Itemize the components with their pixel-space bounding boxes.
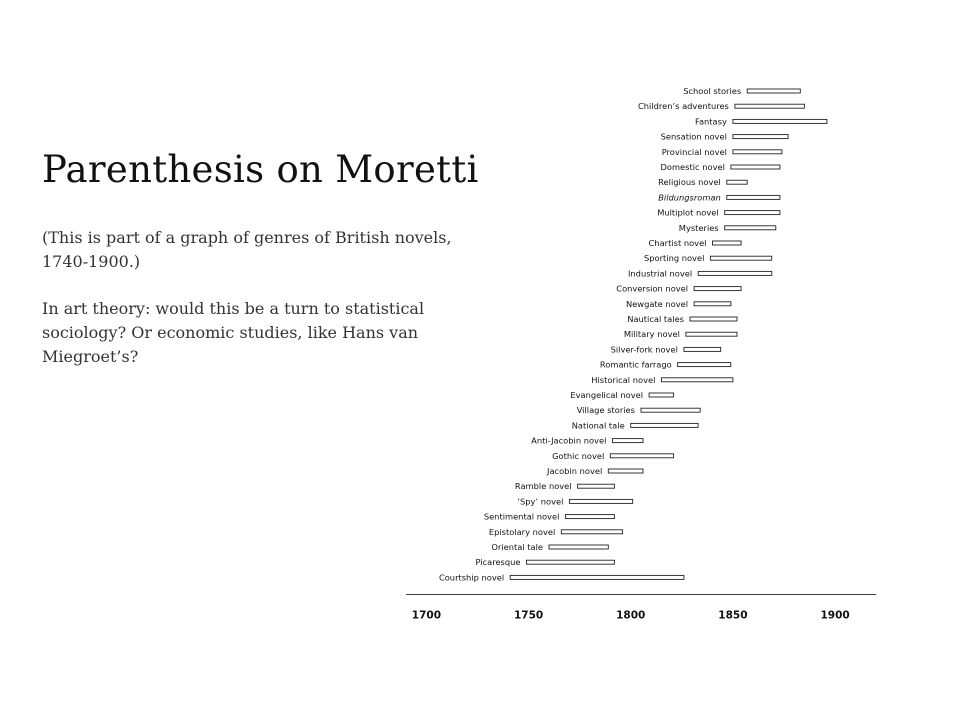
genre-bar [713,241,742,245]
x-tick-label: 1750 [513,609,544,622]
x-tick-label: 1800 [616,609,646,622]
genre-label: Evangelical novel [570,390,644,400]
genre-label: Mysteries [678,222,719,233]
genre-bar [678,363,731,367]
genre-bar [561,530,622,534]
slide-paragraph-caption: (This is part of a graph of genres of British novels, 1740-1900.) [42,228,452,271]
genre-label: Nautical tales [627,314,684,324]
genre-bar [698,271,772,275]
genre-label: Silver-fork novel [610,344,678,355]
genre-label: Courtship novel [438,572,505,583]
genre-label: ‘Spy’ novel [517,496,564,507]
genre-bar [565,515,614,519]
genre-bar [610,454,673,458]
genre-label: Anti-Jacobin novel [531,435,607,446]
genre-bar [649,393,674,397]
genre-timeline-chart [398,80,888,640]
slide-paragraph-question: In art theory: would this be a turn to statistical sociology? Or economic studies, like Hans van Miegroet’s? [42,299,425,366]
genre-label: Gothic novel [552,450,605,461]
genre-label: Chartist novel [648,238,707,248]
genre-label: Children’s adventures [637,101,729,112]
genre-label: Epistolary novel [488,526,556,537]
genre-label: Industrial novel [627,268,693,279]
genre-bar [694,302,731,306]
genre-bar [710,256,771,260]
genre-bar [735,104,805,108]
genre-bar [661,378,733,382]
genre-label: Historical novel [591,374,656,385]
genre-label: Fantasy [694,116,727,127]
genre-bar [608,469,643,473]
genre-bar [733,119,827,123]
genre-bar [684,347,721,351]
genre-bar [727,195,780,199]
genre-label: National tale [571,420,625,431]
genre-label: Picaresque [475,557,521,568]
genre-label: Sentimental novel [483,511,560,522]
genre-label: Sensation novel [660,131,727,142]
genre-bar [731,165,780,169]
genre-bar [747,89,800,93]
genre-bar [686,332,737,336]
genre-bar [725,211,780,215]
genre-label: Bildungsroman [658,192,721,203]
genre-bar [725,226,776,230]
genre-bar [569,499,632,503]
genre-label: Religious novel [658,177,721,188]
genre-bar [631,423,698,427]
genre-bar [549,545,608,549]
x-axis [406,594,876,621]
genre-bar [612,439,643,443]
genre-bar [641,408,700,412]
genre-label: Ramble novel [514,481,572,492]
x-tick-label: 1700 [411,609,442,622]
genre-label: School stories [683,86,742,96]
genre-bar [727,180,747,184]
genre-label: Multiplot novel [657,207,719,218]
genre-label: Provincial novel [661,146,727,157]
genre-label: Jacobin novel [547,466,603,476]
genre-label: Conversion novel [616,283,689,294]
genre-label: Domestic novel [660,162,725,172]
x-tick-label: 1900 [820,609,850,622]
genre-bar [690,317,737,321]
genre-label: Oriental tale [491,542,543,552]
genre-bar [527,560,615,564]
x-tick-label: 1850 [718,609,748,622]
genre-label: Village stories [576,405,635,416]
genre-bar [510,575,684,579]
slide-title: Parenthesis on Moretti [42,148,479,191]
genre-bar [733,150,782,154]
genre-label: Sporting novel [643,253,705,264]
genre-label: Newgate novel [625,298,689,309]
genre-bar [733,135,788,139]
genre-bar [694,287,741,291]
genre-bar [578,484,615,488]
genre-label: Romantic farrago [599,359,672,370]
genre-label: Military novel [623,329,680,340]
